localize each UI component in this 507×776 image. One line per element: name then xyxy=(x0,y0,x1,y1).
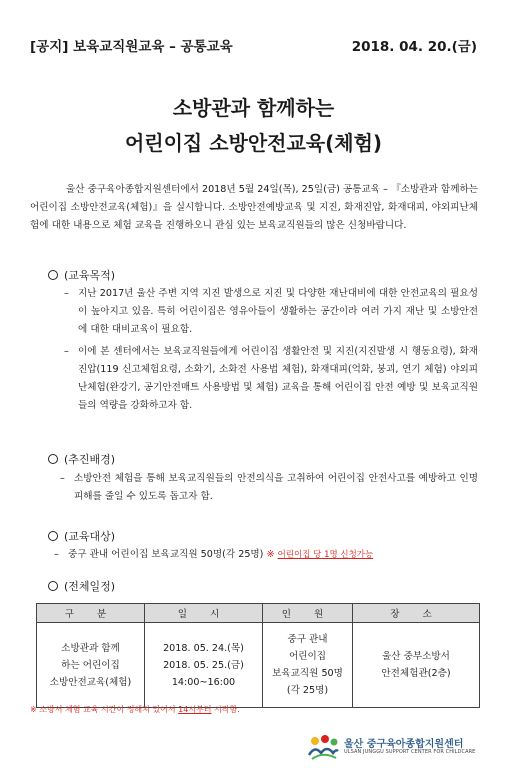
section-schedule-label: (전체일정) xyxy=(64,580,116,593)
target-bullet-1-text: 중구 관내 어린이집 보육교직원 50명(각 25명) xyxy=(68,549,264,560)
column-header-people: 인 원 xyxy=(263,604,353,623)
cell-people xyxy=(263,623,353,708)
schedule-table-header-row xyxy=(37,604,480,623)
circle-bullet-icon xyxy=(48,270,58,280)
circle-bullet-icon xyxy=(48,454,58,464)
dash-icon: – xyxy=(60,473,65,484)
purpose-bullet-1 xyxy=(64,285,478,339)
cell-line: 안전체험관(2층) xyxy=(381,668,451,679)
cell-line: 어린이집 xyxy=(288,651,327,662)
purpose-bullet-2-text: 이에 본 센터에서는 보육교직원들에게 어린이집 생활안전 및 지진(지진발생 시 행동요령), 화재진압(119 신고체험요령, 소화기, 소화전 사용법 체험), 화재대피(억화, 붕괴, 연기 체험) 야외피난체험(완강기, 공기안전매트 사용방법 및 체험) 교육을 통해 어린이집 안전 예방 및 보육교직원들의 역량을 강화하고자 함. xyxy=(78,346,478,411)
footnote-text-before: ※ 소방서 체험 교육 시간이 정해져 있어서 xyxy=(30,705,179,714)
schedule-table xyxy=(36,603,480,708)
cell-line: 하는 어린이집 xyxy=(61,659,120,671)
cell-place xyxy=(353,623,480,708)
page-title-line1: 소방관과 함께하는 xyxy=(172,96,335,120)
cell-line: (각 25명) xyxy=(286,685,329,696)
circle-bullet-icon xyxy=(48,531,58,541)
org-name: 울산 중구육아종합지원센터 xyxy=(344,739,464,750)
section-target-heading xyxy=(48,528,115,544)
cell-line: 소방안전교육(체험) xyxy=(49,676,132,688)
cell-line: 2018. 05. 25.(금) xyxy=(163,659,244,671)
cell-line: 보육교직원 50명 xyxy=(272,668,343,679)
circle-bullet-icon xyxy=(48,581,58,591)
footnote xyxy=(30,704,240,715)
target-note-text: 어린이집 당 1명 신청가능 xyxy=(277,550,374,560)
section-background-label: (추진배경) xyxy=(64,453,116,466)
section-target-label: (교육대상) xyxy=(64,530,116,543)
org-logo xyxy=(306,733,486,763)
purpose-bullet-2 xyxy=(64,343,478,415)
purpose-bullet-1-text: 지난 2017년 울산 주변 지역 지진 발생으로 지진 및 다양한 재난대비에 대한 안전교육의 필요성이 높아지고 있음. 특히 어린이집은 영유아들이 생활하는 공간이라 여러 가지 재난 및 소방안전에 대한 대비교육이 필요함. xyxy=(78,288,478,335)
notice-header: [공지] 보육교직원교육 – 공통교육 xyxy=(30,39,233,55)
table-row xyxy=(37,623,480,708)
cell-category xyxy=(37,623,145,708)
section-purpose-heading xyxy=(48,267,115,283)
column-header-datetime: 일 시 xyxy=(145,604,263,623)
column-header-place: 장 소 xyxy=(353,604,480,623)
children-logo-icon xyxy=(306,733,340,763)
footnote-text-after: 시작함. xyxy=(211,705,240,714)
cell-datetime xyxy=(145,623,263,708)
section-background-heading xyxy=(48,451,115,467)
background-bullet-1-text: 소방안전 체험을 통해 보육교직원들의 안전의식을 고취하여 어린이집 안전사고를 예방하고 인명피해를 줄일 수 있도록 돕고자 함. xyxy=(74,473,478,502)
dash-icon: – xyxy=(64,288,69,299)
column-header-category: 구 분 xyxy=(37,604,145,623)
section-purpose-label: (교육목적) xyxy=(64,269,116,282)
target-note-mark: ※ xyxy=(266,549,275,560)
cell-line: 14:00~16:00 xyxy=(171,676,236,688)
cell-line: 소방관과 함께 xyxy=(61,642,120,654)
cell-line: 2018. 05. 24.(목) xyxy=(163,642,244,654)
cell-line: 울산 중부소방서 xyxy=(382,651,450,662)
cell-line: 중구 관내 xyxy=(287,634,328,645)
org-english-name: ULSAN JUNGGU SUPPORT CENTER FOR CHILDCARE xyxy=(344,749,476,755)
notice-date: 2018. 04. 20.(금) xyxy=(351,39,477,55)
dash-icon: – xyxy=(64,346,69,357)
target-bullet-1 xyxy=(54,546,488,564)
dash-icon: – xyxy=(54,549,59,560)
page-title-line2: 어린이집 소방안전교육(체험) xyxy=(124,131,383,155)
intro-paragraph: 울산 중구육아종합지원센터에서 2018년 5월 24일(목), 25일(금) 공통교육 – 『소방관과 함께하는 어린이집 소방안전교육(체험)』을 실시합니다. 소방안전예방교육 및 지진, 화재진압, 화재대피, 야외피난체험에 대한 내용으로 체험 교육을 진행하오니 관심 있는 보육교직원들의 많은 신청바랍니다. xyxy=(30,184,478,231)
background-bullet-1 xyxy=(60,470,478,506)
footnote-emphasis: 14시부터 xyxy=(178,705,212,714)
section-schedule-heading xyxy=(48,578,115,594)
